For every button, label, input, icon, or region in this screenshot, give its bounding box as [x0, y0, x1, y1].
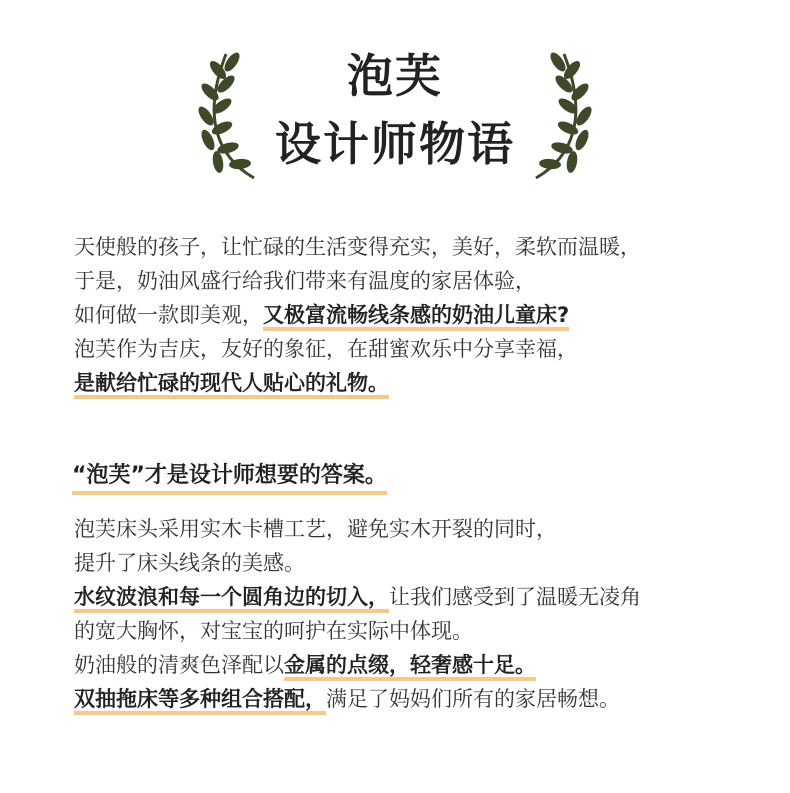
- text-span: 让我们感受到了温暖无凌角: [389, 585, 641, 609]
- paragraph-line: [74, 230, 754, 264]
- highlighted-text: 又极富流畅线条感的奶油儿童床?: [263, 303, 569, 331]
- text-span: 奶油般的清爽色泽配以: [74, 653, 284, 677]
- highlighted-text: 双抽拖床等多种组合搭配，: [74, 687, 326, 715]
- highlighted-text: 是献给忙碌的现代人贴心的礼物。: [74, 371, 389, 399]
- page-title-line1: 泡芙: [347, 49, 443, 103]
- header: [0, 0, 790, 200]
- design-paragraph: [74, 512, 754, 716]
- text-span: 泡芙床头采用实木卡槽工艺，避免实木开裂的同时，: [74, 517, 557, 541]
- section-subheading: “泡芙”才是设计师想要的答案。: [72, 458, 387, 495]
- intro-paragraph: [74, 230, 754, 400]
- paragraph-line: [74, 332, 754, 366]
- text-span: 于是，奶油风盛行给我们带来有温度的家居体验，: [74, 269, 536, 293]
- paragraph-line: [74, 512, 754, 546]
- text-span: 提升了床头线条的美感。: [74, 551, 305, 575]
- text-span: 泡芙作为吉庆，友好的象征，在甜蜜欢乐中分享幸福，: [74, 337, 578, 361]
- page-title-line2: 设计师物语: [275, 117, 515, 171]
- text-span: 满足了妈妈们所有的家居畅想。: [326, 687, 620, 711]
- paragraph-line: [74, 614, 754, 648]
- paragraph-line: [74, 580, 754, 614]
- paragraph-line: [74, 648, 754, 682]
- laurel-right-icon: [524, 46, 594, 186]
- highlighted-text: 水纹波浪和每一个圆角边的切入，: [74, 585, 389, 613]
- paragraph-line: [74, 298, 754, 332]
- text-span: 如何做一款即美观，: [74, 303, 263, 327]
- text-span: 天使般的孩子，让忙碌的生活变得充实，美好，柔软而温暖，: [74, 235, 641, 259]
- text-span: 的宽大胸怀，对宝宝的呵护在实际中体现。: [74, 619, 473, 643]
- paragraph-line: [74, 264, 754, 298]
- paragraph-line: [74, 682, 754, 716]
- highlighted-text: 金属的点缀，轻奢感十足。: [284, 653, 536, 681]
- paragraph-line: [74, 546, 754, 580]
- paragraph-line: [74, 366, 754, 400]
